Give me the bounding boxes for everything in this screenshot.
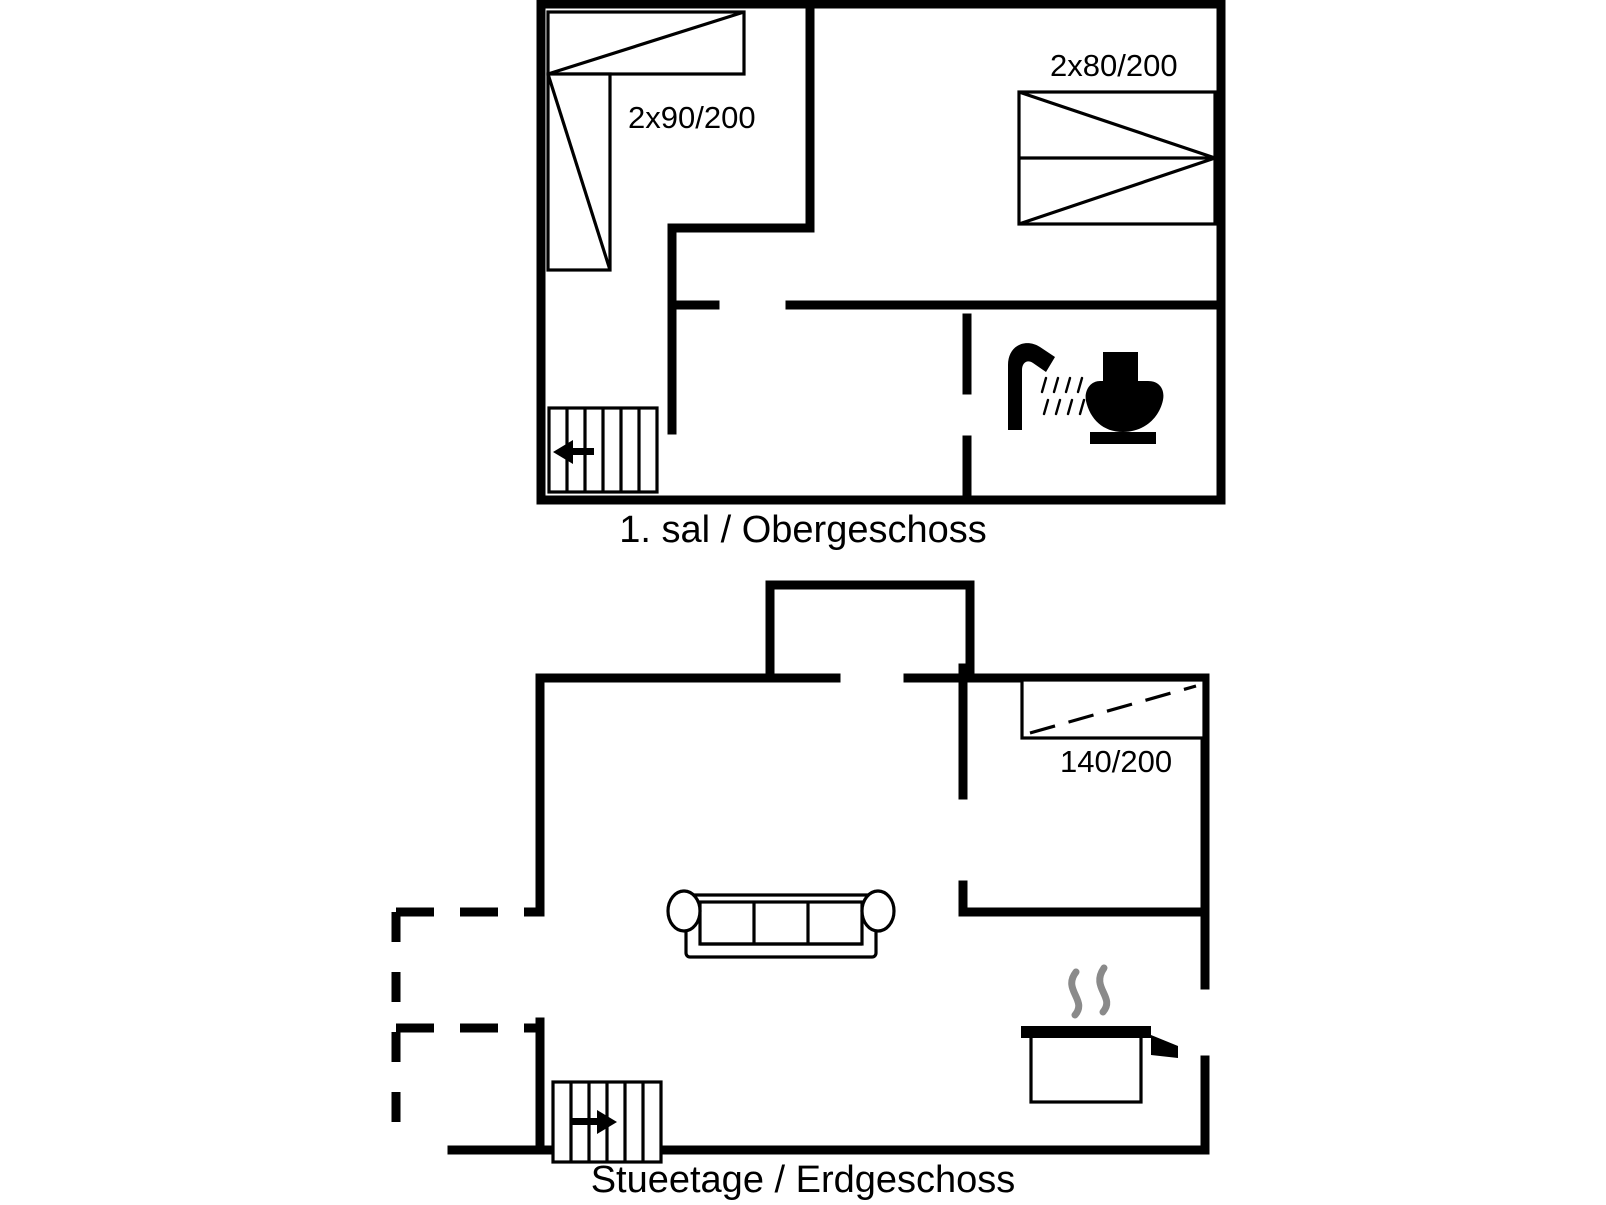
stairs-icon-lower <box>553 1082 661 1162</box>
lower-floor-group <box>396 585 1205 1201</box>
bed-2x80-200 <box>1019 92 1215 224</box>
stairs-icon-upper <box>549 408 657 492</box>
bed-right-label: 2x80/200 <box>1050 48 1178 83</box>
bed-main-label: 140/200 <box>1060 744 1173 779</box>
lower-floor-caption: Stueetage / Erdgeschoss <box>590 1159 1016 1201</box>
upper-floor-group <box>541 4 1221 551</box>
bed-left-label: 2x90/200 <box>628 100 756 135</box>
sofa-icon <box>668 891 894 957</box>
upper-floor-caption: 1. sal / Obergeschoss <box>619 509 987 551</box>
toilet-icon <box>1086 352 1164 444</box>
shower-spray <box>1042 378 1084 414</box>
bed-140-200 <box>1022 680 1204 738</box>
steam-icon <box>1072 968 1107 1015</box>
cooking-pot-icon <box>1021 968 1178 1102</box>
shower-icon <box>1008 343 1084 430</box>
